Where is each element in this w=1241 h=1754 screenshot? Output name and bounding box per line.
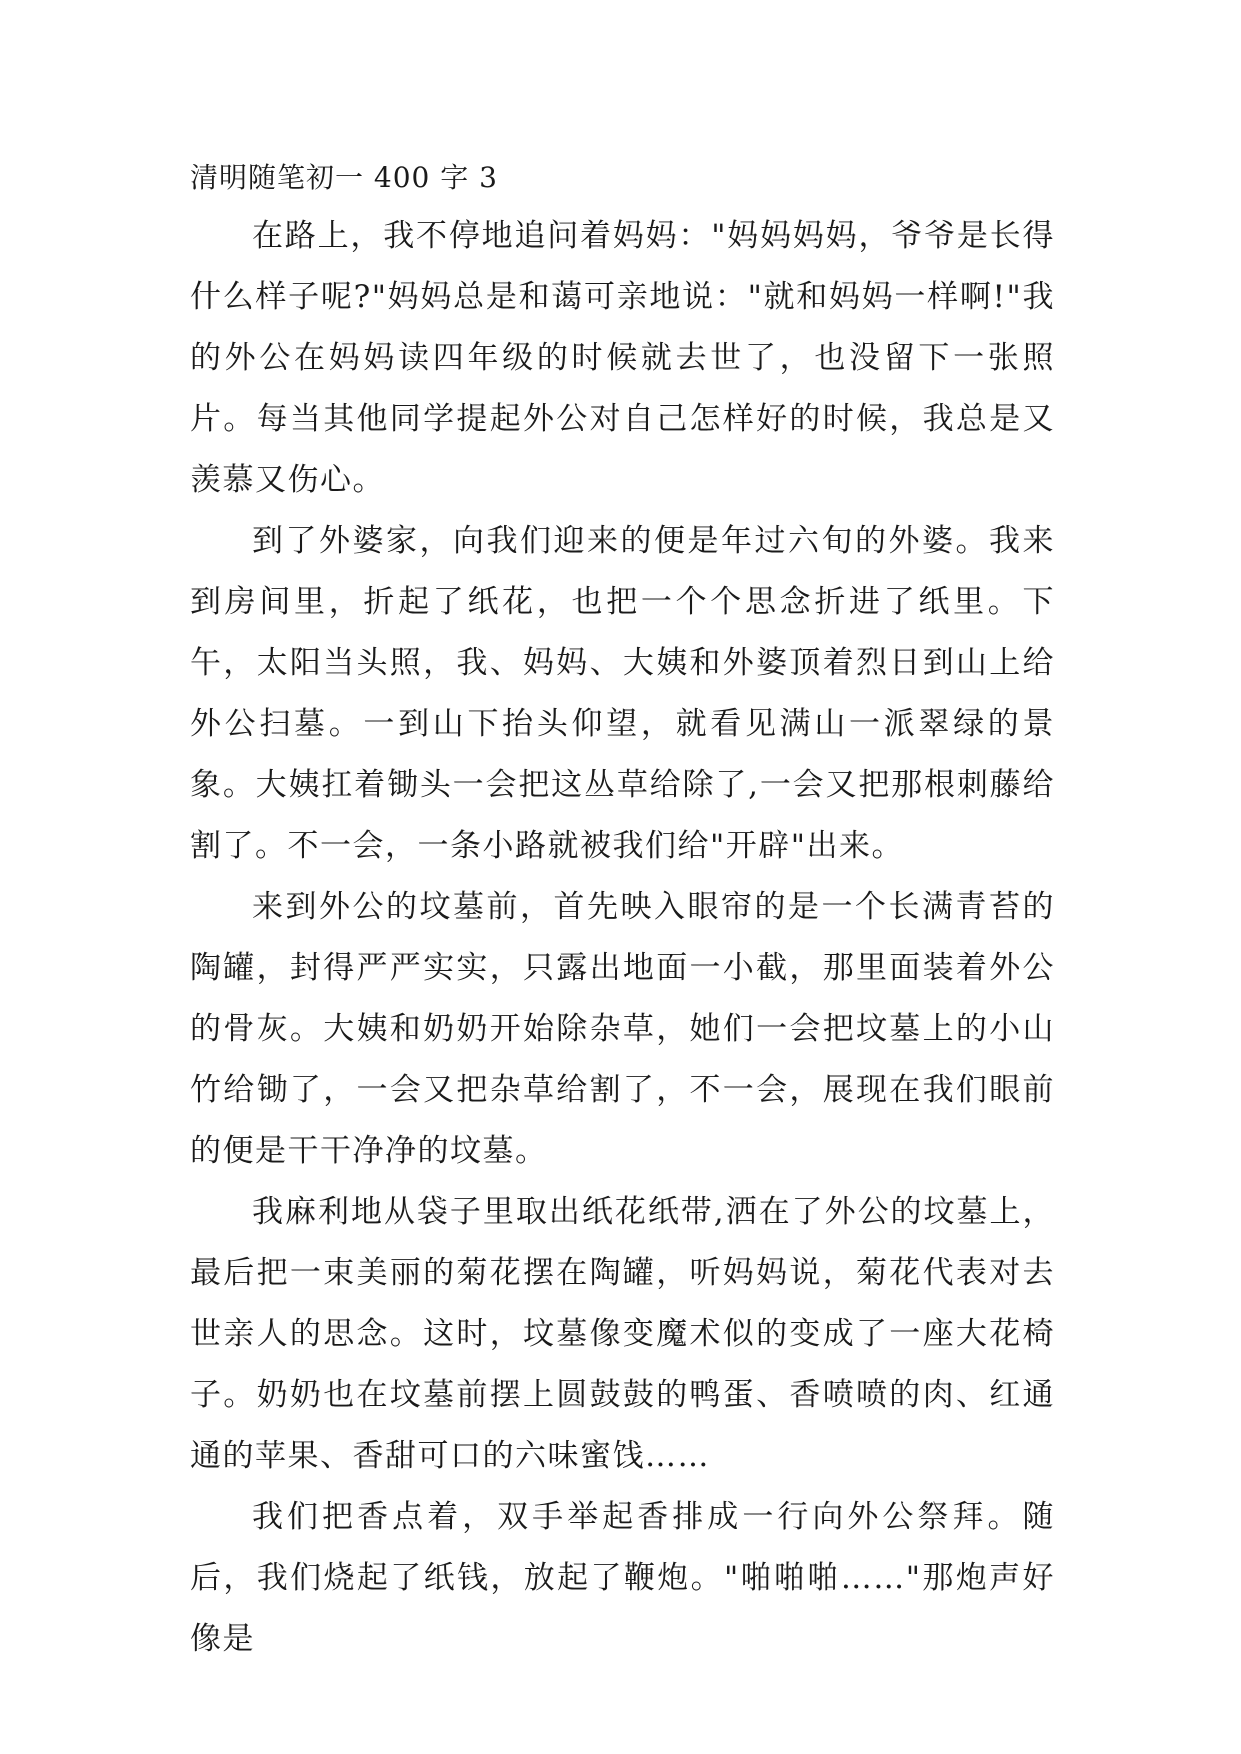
paragraph: 我麻利地从袋子里取出纸花纸带,洒在了外公的坟墓上，最后把一束美丽的菊花摆在陶罐，听妈妈说，菊花代表对去世亲人的思念。这时，坟墓像变魔术似的变成了一座大花椅子。奶奶也在坟墓前摆上圆鼓鼓的鸭蛋、香喷喷的肉、红通通的苹果、香甜可口的六味蜜饯…… xyxy=(190,1194,1055,1474)
document-title: 清明随笔初一 400 字 3 xyxy=(190,161,498,194)
document-body xyxy=(190,158,1055,1670)
paragraph: 我们把香点着，双手举起香排成一行向外公祭拜。随后，我们烧起了纸钱，放起了鞭炮。"啪啪啪……"那炮声好像是 xyxy=(190,1499,1055,1657)
paragraph: 到了外婆家，向我们迎来的便是年过六旬的外婆。我来到房间里，折起了纸花，也把一个个思念折进了纸里。下午，太阳当头照，我、妈妈、大姨和外婆顶着烈日到山上给外公扫墓。一到山下抬头仰望，就看见满山一派翠绿的景象。大姨扛着锄头一会把这丛草给除了,一会又把那根刺藤给割了。不一会，一条小路就被我们给"开辟"出来。 xyxy=(190,523,1055,864)
paragraph: 在路上，我不停地追问着妈妈："妈妈妈妈，爷爷是长得什么样子呢?"妈妈总是和蔼可亲地说："就和妈妈一样啊!"我的外公在妈妈读四年级的时候就去世了，也没留下一张照片。每当其他同学提起外公对自己怎样好的时候，我总是又羡慕又伤心。 xyxy=(190,218,1055,498)
paragraph: 来到外公的坟墓前，首先映入眼帘的是一个长满青苔的陶罐，封得严严实实，只露出地面一小截，那里面装着外公的骨灰。大姨和奶奶开始除杂草，她们一会把坟墓上的小山竹给锄了，一会又把杂草给割了，不一会，展现在我们眼前的便是干干净净的坟墓。 xyxy=(190,889,1055,1169)
